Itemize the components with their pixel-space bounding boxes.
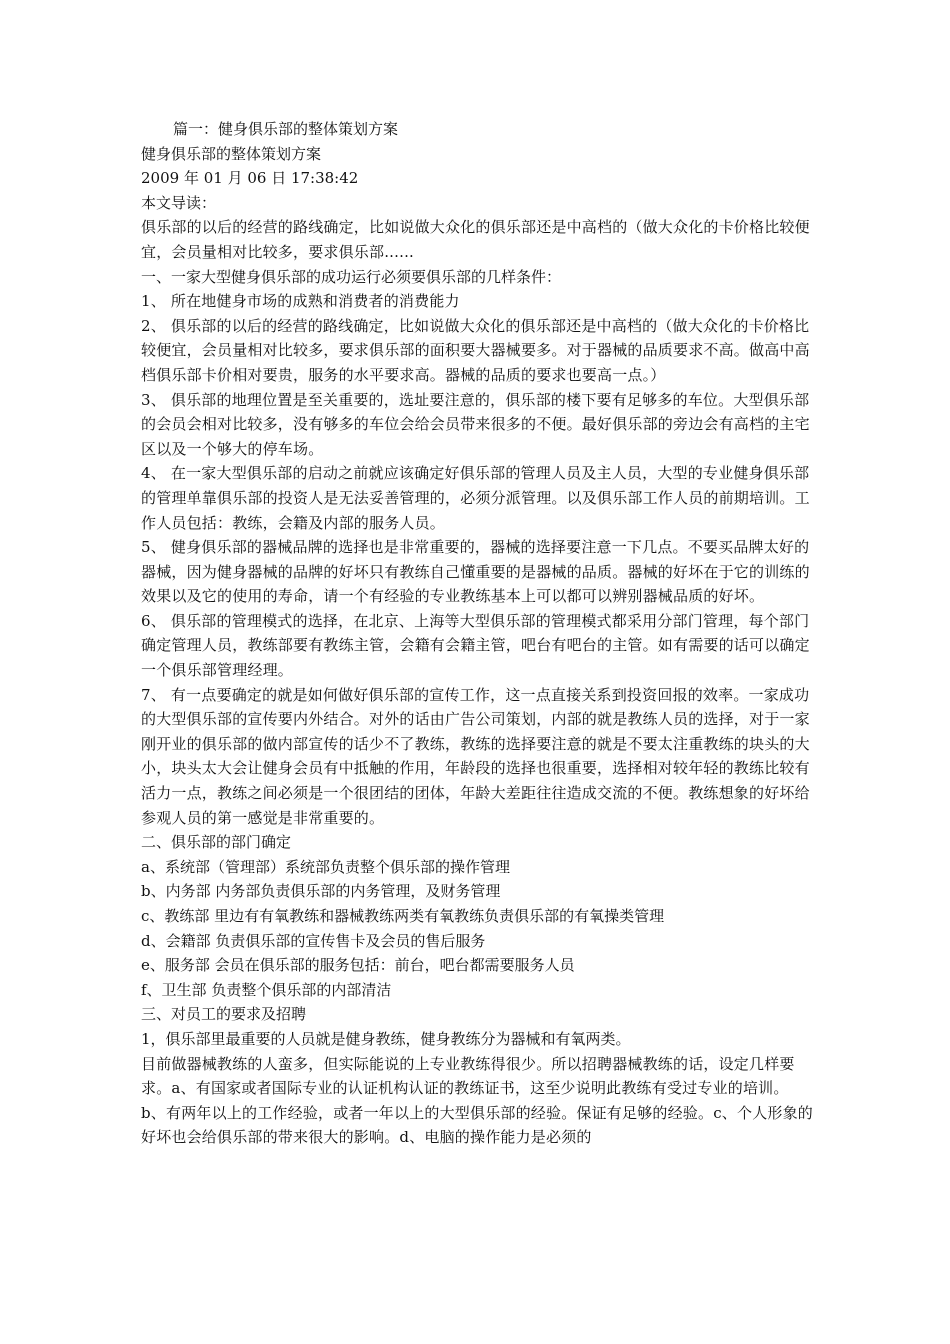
heading-departments: 二、俱乐部的部门确定	[141, 833, 292, 852]
document-body	[141, 117, 813, 1150]
heading-staff: 三、对员工的要求及招聘	[141, 1005, 307, 1024]
heading-conditions: 一、一家大型健身俱乐部的成功运行必须要俱乐部的几样条件：	[141, 267, 562, 286]
department-item: e、服务部 会员在俱乐部的服务包括：前台，吧台都需要服务人员	[141, 956, 575, 975]
intro-label: 本文导读：	[141, 193, 217, 212]
condition-item: 1、 所在地健身市场的成熟和消费者的消费能力	[141, 292, 460, 311]
condition-item: 6、 俱乐部的管理模式的选择，在北京、上海等大型俱乐部的管理模式都采用分部门管理，每个部门确定管理人员，教练部要有教练主管，会籍有会籍主管，吧台有吧台的主管。如有需要的话可以确定一个俱乐部管理经理。	[141, 611, 810, 680]
intro-text: 俱乐部的以后的经营的路线确定，比如说做大众化的俱乐部还是中高档的（做大众化的卡价格比较便宜，会员量相对比较多，要求俱乐部......	[141, 218, 810, 261]
condition-item: 4、 在一家大型俱乐部的启动之前就应该确定好俱乐部的管理人员及主人员，大型的专业健身俱乐部的管理单靠俱乐部的投资人是无法妥善管理的，必须分派管理。以及俱乐部工作人员的前期培训。工作人员包括：教练，会籍及内部的服务人员。	[141, 464, 810, 532]
department-item: a、系统部（管理部）系统部负责整个俱乐部的操作管理	[141, 857, 510, 876]
condition-item: 7、 有一点要确定的就是如何做好俱乐部的宣传工作，这一点直接关系到投资回报的效率。一家成功的大型俱乐部的宣传要内外结合。对外的话由广告公司策划，内部的就是教练人员的选择，对于一家刚开业的俱乐部的做内部宣传的话少不了教练，教练的选择要注意的就是不要太注重教练的块头的大小，块头太大会让健身会员有中抵触的作用，年龄段的选择也很重要，选择相对较年轻的教练比较有活力一点，教练之间必须是一个很团结的团体，年龄大差距往往造成交流的不便。教练想象的好坏给参观人员的第一感觉是非常重要的。	[141, 685, 810, 827]
department-item: d、会籍部 负责俱乐部的宣传售卡及会员的售后服务	[141, 931, 486, 950]
department-item: c、教练部 里边有有氧教练和器械教练两类有氧教练负责俱乐部的有氧操类管理	[141, 907, 665, 925]
document-title: 健身俱乐部的整体策划方案	[141, 144, 322, 163]
condition-item: 2、 俱乐部的以后的经营的路线确定，比如说做大众化的俱乐部还是中高档的（做大众化的卡价格比较便宜，会员量相对比较多，要求俱乐部的面积要大器械要多。对于器械的品质要求不高。做高中高档俱乐部卡价相对要贵，服务的水平要求高。器械的品质的要求也要高一点。）	[141, 316, 810, 384]
department-item: f、卫生部 负责整个俱乐部的内部清洁	[141, 980, 392, 999]
document-datetime: 2009 年 01 月 06 日 17:38:42	[141, 169, 359, 188]
condition-item: 3、 俱乐部的地理位置是至关重要的，选址要注意的，俱乐部的楼下要有足够多的车位。大型俱乐部的会员会相对比较多，没有够多的车位会给会员带来很多的不便。最好俱乐部的旁边会有高档的主宅区以及一个够大的停车场。	[141, 390, 810, 458]
department-item: b、内务部 内务部负责俱乐部的内务管理，及财务管理	[141, 882, 501, 901]
staff-paragraph: 目前做器械教练的人蛮多，但实际能说的上专业教练得很少。所以招聘器械教练的话，设定几样要求。a、有国家或者国际专业的认证机构认证的教练证书，这至少说明此教练有受过专业的培训。b、有两年以上的工作经验，或者一年以上的大型俱乐部的经验。保证有足够的经验。c、个人形象的好坏也会给俱乐部的带来很大的影响。d、电脑的操作能力是必须的	[141, 1054, 814, 1147]
staff-paragraph: 1，俱乐部里最重要的人员就是健身教练，健身教练分为器械和有氧两类。	[141, 1029, 631, 1048]
section-title: 篇一：健身俱乐部的整体策划方案	[173, 120, 399, 138]
condition-item: 5、 健身俱乐部的器械品牌的选择也是非常重要的，器械的选择要注意一下几点。不要买品牌太好的器械，因为健身器械的品牌的好坏只有教练自己懂重要的是器械的品质。器械的好坏在于它的训练的效果以及它的使用的寿命，请一个有经验的专业教练基本上可以都可以辨别器械品质的好坏。	[141, 538, 810, 606]
